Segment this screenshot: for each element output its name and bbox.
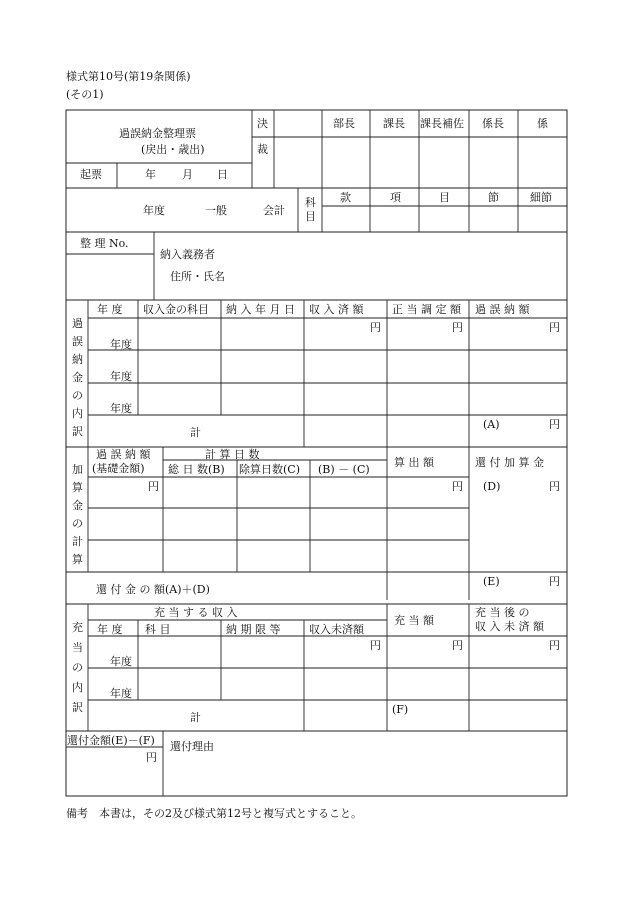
form-part: (その1): [66, 88, 104, 101]
budget-kan: 款: [340, 191, 351, 204]
kamoku-label-1: 科: [305, 196, 316, 209]
budget-ko: 項: [390, 191, 401, 204]
refund-total-yen: 円: [549, 575, 560, 588]
allocation-row-year: 年度: [110, 687, 132, 700]
addition-side-5: 計: [72, 535, 83, 548]
allocation-yen-unpaid: 円: [370, 639, 381, 652]
allocation-yen-after: 円: [549, 639, 560, 652]
kessai-label-1: 決: [257, 117, 268, 130]
addition-calc-amount-label: 算 出 額: [394, 456, 434, 469]
addition-side-2: 算: [72, 481, 83, 494]
form-number: 様式第10号(第19条関係): [66, 70, 191, 83]
approver-kacho: 課長: [383, 117, 405, 130]
addition-excluded-days-label: 除算日数(C): [239, 463, 300, 476]
allocation-header-unpaid: 収入未済額: [309, 623, 364, 636]
budget-setsu: 節: [488, 191, 499, 204]
refund-reason-label: 還付理由: [170, 740, 214, 753]
breakdown-side-6: 内: [72, 407, 83, 420]
breakdown-yen-a: 円: [549, 418, 560, 431]
addition-side-6: 算: [72, 553, 83, 566]
allocation-header-subject: 科 目: [145, 623, 171, 636]
approver-kacho-hosa: 課長補佐: [420, 117, 464, 130]
date-year-label: 年: [145, 168, 156, 181]
allocation-amount-label: 充 当 額: [394, 614, 434, 627]
addition-base-amount-label: (基礎金額): [92, 462, 145, 475]
breakdown-header-overpaid: 過 誤 納 額: [475, 303, 530, 316]
breakdown-side-3: 納: [72, 353, 83, 366]
account-type-label: 一般: [205, 204, 227, 217]
breakdown-yen-assessed: 円: [452, 321, 463, 334]
mark-d: (D): [483, 480, 501, 493]
date-month-label: 月: [182, 168, 193, 181]
breakdown-header-received: 収 入 済 額: [309, 303, 364, 316]
breakdown-yen-overpaid: 円: [549, 321, 560, 334]
allocation-after-label-2: 収 入 未 済 額: [475, 620, 544, 633]
breakdown-header-assessed: 正 当 調 定 額: [392, 303, 461, 316]
address-name-label: 住所・氏名: [170, 270, 225, 283]
addition-net-days-label: (B) － (C): [318, 463, 370, 476]
date-day-label: 日: [217, 168, 228, 181]
form-subtitle: (戻出・歳出): [141, 143, 205, 156]
breakdown-header-paydate: 納 入 年 月 日: [226, 303, 295, 316]
breakdown-side-7: 訳: [72, 425, 83, 438]
allocation-header-deadline: 納 期 限 等: [226, 623, 281, 636]
mark-a: (A): [483, 418, 500, 431]
allocation-total-label: 計: [190, 711, 201, 724]
addition-overpaid-label: 過 誤 納 額: [96, 448, 151, 461]
fiscal-year-label: 年度: [143, 204, 165, 217]
kihyo-label: 起票: [80, 168, 102, 181]
form-title: 過誤納金整理票: [119, 127, 196, 140]
approver-kakaricho: 係長: [482, 117, 504, 130]
addition-total-days-label: 総 日 数(B): [168, 463, 225, 476]
breakdown-side-4: 金: [72, 371, 83, 384]
breakdown-row-year: 年度: [110, 370, 132, 383]
allocation-row-year: 年度: [110, 655, 132, 668]
addition-calc-days-label: 計 算 日 数: [205, 448, 260, 461]
refund-amount-label: 還付金額(E)－(F): [67, 734, 155, 747]
allocation-income-label: 充 当 す る 収 入: [154, 606, 238, 619]
kamoku-label-2: 目: [305, 210, 316, 223]
allocation-side-4: 内: [72, 681, 83, 694]
budget-moku: 目: [439, 191, 450, 204]
allocation-side-3: の: [72, 661, 83, 674]
mark-e: (E): [483, 575, 500, 588]
breakdown-side-5: の: [72, 389, 83, 402]
allocation-after-label-1: 充 当 後 の: [475, 606, 530, 619]
taxpayer-label: 納入義務者: [160, 248, 215, 261]
breakdown-yen-received: 円: [370, 321, 381, 334]
addition-yen-base: 円: [148, 480, 159, 493]
addition-side-4: の: [72, 517, 83, 530]
breakdown-row-year: 年度: [110, 402, 132, 415]
allocation-side-2: 当: [72, 641, 83, 654]
kessai-label-2: 裁: [257, 143, 268, 156]
allocation-yen-amount: 円: [452, 639, 463, 652]
allocation-header-year: 年 度: [97, 623, 123, 636]
seiri-no-label: 整 理 No.: [80, 237, 129, 250]
breakdown-side-2: 誤: [72, 335, 83, 348]
refund-amount-yen: 円: [146, 751, 157, 764]
breakdown-side-1: 過: [72, 317, 83, 330]
refund-total-label: 還 付 金 の 額(A)＋(D): [96, 583, 210, 596]
mark-f: (F): [392, 703, 409, 716]
addition-yen-d: 円: [549, 480, 560, 493]
breakdown-row-year: 年度: [110, 338, 132, 351]
addition-side-1: 加: [72, 463, 83, 476]
account-label: 会計: [263, 204, 285, 217]
approver-kakari: 係: [537, 117, 548, 130]
approver-bucho: 部長: [333, 117, 355, 130]
breakdown-header-subject: 収入金の科目: [143, 303, 209, 316]
addition-side-3: 金: [72, 499, 83, 512]
addition-yen-calc: 円: [452, 480, 463, 493]
breakdown-header-year: 年 度: [97, 303, 123, 316]
form-note: 備考 本書は，その2及び様式第12号と複写式とすること。: [66, 807, 362, 820]
allocation-side-1: 充: [72, 621, 83, 634]
budget-saisetsu: 細節: [530, 191, 552, 204]
allocation-side-5: 訳: [72, 701, 83, 714]
breakdown-total-label: 計: [190, 426, 201, 439]
addition-refund-addition-label: 還 付 加 算 金: [475, 456, 544, 469]
